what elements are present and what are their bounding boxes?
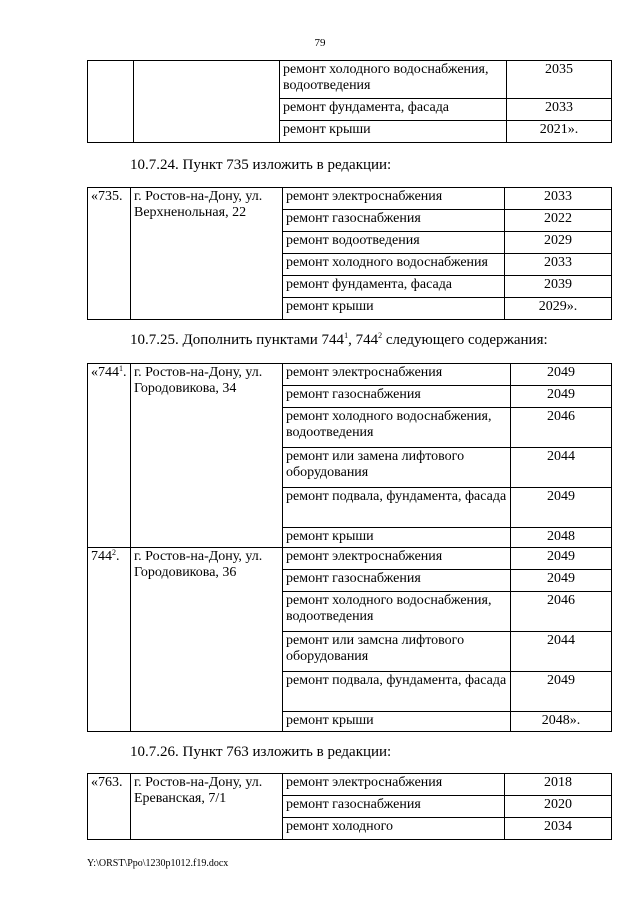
table-row [88, 774, 612, 796]
year-cell: 2046 [511, 408, 612, 448]
para-text: 10.7.25. Дополнить пунктами 744 [130, 332, 345, 348]
para-text: , 744 [348, 332, 379, 348]
year-cell: 2049 [511, 548, 612, 570]
year-cell: 2046 [511, 592, 612, 632]
table-item-763 [87, 773, 612, 840]
item-number: «$744^1$. [88, 364, 131, 548]
table-row [88, 364, 612, 386]
year-cell: 2048». [511, 712, 612, 732]
work-cell: ремонт газоснабжения [283, 210, 505, 232]
work-cell: ремонт фундамента, фасада [280, 99, 507, 121]
year-cell: 2044 [511, 632, 612, 672]
item-address: г. Ростов-на-Дону, ул. Городовикова, 34 [131, 364, 283, 548]
work-cell: ремонт крыши [283, 298, 505, 320]
year-cell: 2018 [505, 774, 612, 796]
work-cell: ремонт холодного [283, 818, 505, 840]
item-number: $744^2$. [88, 548, 131, 732]
work-cell: ремонт электроснабжения [283, 364, 511, 386]
year-cell: 2035 [507, 61, 612, 99]
work-cell: ремонт холодного водоснабжения, водоотведения [283, 592, 511, 632]
paragraph-10-7-24: 10.7.24. Пункт 735 изложить в редакции: [130, 157, 392, 173]
year-cell: 2049 [511, 570, 612, 592]
work-cell: ремонт газоснабжения [283, 570, 511, 592]
table-row [88, 188, 612, 210]
paragraph-10-7-26: 10.7.26. Пункт 763 изложить в редакции: [130, 744, 392, 760]
paragraph-10-7-25 [130, 332, 548, 349]
item-address: г. Ростов-на-Дону, ул. Ереванская, 7/1 [131, 774, 283, 840]
work-cell: ремонт крыши [283, 528, 511, 548]
item-address: г. Ростов-на-Дону, ул. Городовикова, 36 [131, 548, 283, 732]
file-path-footer: Y:\ORST\Ppo\1230p1012.f19.docx [87, 858, 229, 869]
year-cell: 2029». [505, 298, 612, 320]
item-address: г. Ростов-на-Дону, ул. Верхненольная, 22 [131, 188, 283, 320]
year-cell: 2022 [505, 210, 612, 232]
superscript: 2 [378, 331, 383, 340]
superscript: 1 [344, 331, 349, 340]
table-continuation [87, 60, 612, 143]
year-cell: 2021». [507, 121, 612, 143]
work-cell: ремонт крыши [280, 121, 507, 143]
work-cell: ремонт крыши [283, 712, 511, 732]
page-number: 79 [314, 37, 326, 49]
work-cell: ремонт подвала, фундамента, фасада [283, 672, 511, 712]
year-cell: 2033 [505, 188, 612, 210]
year-cell: 2020 [505, 796, 612, 818]
year-cell: 2033 [505, 254, 612, 276]
para-text: следующего содержания: [382, 332, 548, 348]
year-cell: 2048 [511, 528, 612, 548]
table-row [88, 61, 612, 99]
work-cell: ремонт водоотведения [283, 232, 505, 254]
work-cell: ремонт электроснабжения [283, 548, 511, 570]
year-cell: 2049 [511, 386, 612, 408]
item-number: «735. [88, 188, 131, 320]
work-cell: ремонт холодного водоснабжения [283, 254, 505, 276]
work-cell: ремонт электроснабжения [283, 774, 505, 796]
year-cell: 2039 [505, 276, 612, 298]
year-cell: 2049 [511, 364, 612, 386]
number-cell [88, 61, 134, 143]
item-number: «763. [88, 774, 131, 840]
address-cell [134, 61, 280, 143]
work-cell: ремонт холодного водоснабжения, водоотведения [283, 408, 511, 448]
work-cell: ремонт газоснабжения [283, 386, 511, 408]
table-items-744 [87, 363, 612, 732]
year-cell: 2034 [505, 818, 612, 840]
work-cell: ремонт электроснабжения [283, 188, 505, 210]
work-cell: ремонт подвала, фундамента, фасада [283, 488, 511, 528]
year-cell: 2029 [505, 232, 612, 254]
table-item-735 [87, 187, 612, 320]
work-cell: ремонт фундамента, фасада [283, 276, 505, 298]
work-cell: ремонт или замсна лифтового оборудования [283, 632, 511, 672]
work-cell: ремонт газоснабжения [283, 796, 505, 818]
year-cell: 2044 [511, 448, 612, 488]
work-cell: ремонт или замена лифтового оборудования [283, 448, 511, 488]
year-cell: 2049 [511, 672, 612, 712]
year-cell: 2033 [507, 99, 612, 121]
work-cell: ремонт холодного водоснабжения, водоотведения [280, 61, 507, 99]
year-cell: 2049 [511, 488, 612, 528]
table-row [88, 548, 612, 570]
